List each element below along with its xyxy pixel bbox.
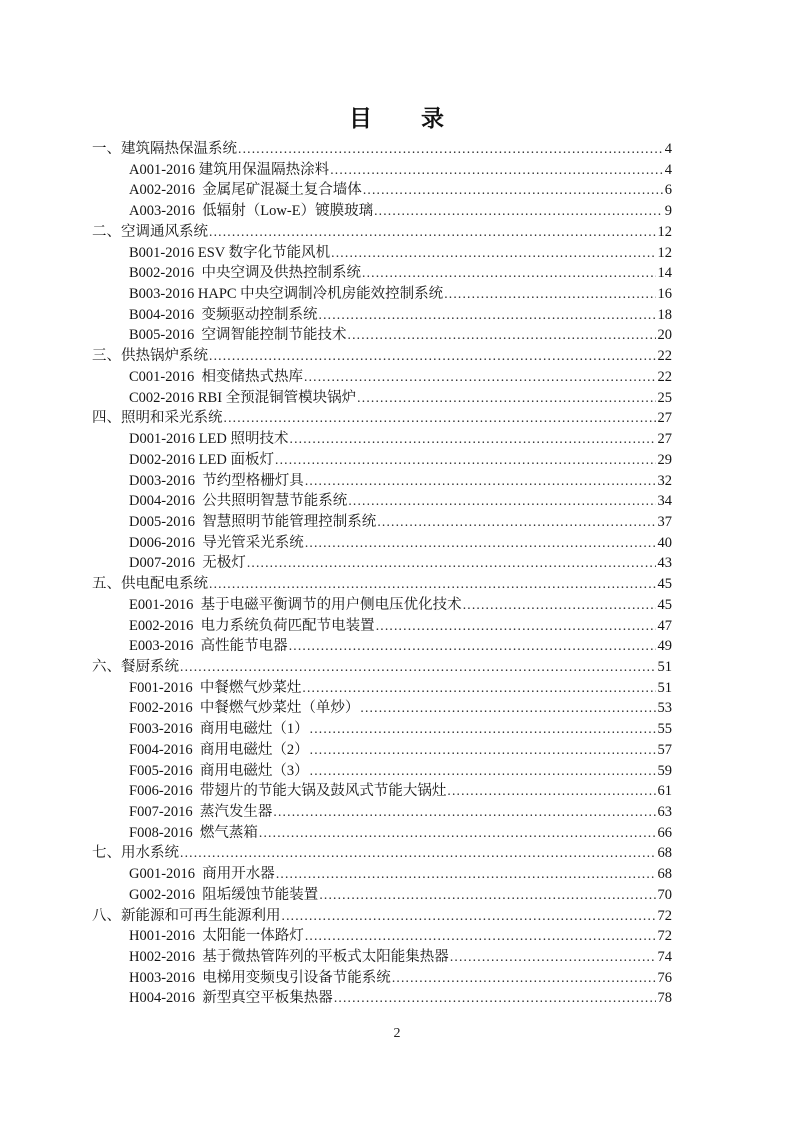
toc-leader-dots: [331, 243, 655, 264]
toc-item-row: [92, 595, 672, 616]
toc-leader-dots: [377, 512, 655, 533]
toc-item-row: [92, 388, 672, 409]
toc-entry-page: 37: [657, 513, 672, 530]
toc-entry-page: 27: [657, 410, 672, 427]
toc-entry-page: 9: [664, 203, 672, 220]
toc-entry-label: 二、空调通风系统: [92, 223, 208, 240]
toc-entry-label: D006-2016 导光管采光系统: [129, 534, 304, 551]
page-title: 目 录: [349, 106, 445, 131]
toc-leader-dots: [348, 325, 656, 346]
toc-entry-page: 32: [657, 472, 672, 489]
toc-entry-label: 五、供电配电系统: [92, 576, 208, 593]
toc-leader-dots: [273, 802, 655, 823]
toc-entry-label: G002-2016 阻垢缓蚀节能装置: [129, 886, 319, 903]
toc-entry-label: 六、餐厨系统: [92, 658, 179, 675]
toc-entry-page: 49: [657, 638, 672, 655]
toc-item-row: [92, 325, 672, 346]
toc-entry-page: 47: [657, 617, 672, 634]
toc-entry-label: E002-2016 电力系统负荷匹配节电装置: [129, 617, 375, 634]
toc-leader-dots: [276, 864, 656, 885]
toc-entry-label: B003-2016 HAPC 中央空调制冷机房能效控制系统: [129, 286, 444, 303]
toc-entry-label: G001-2016 商用开水器: [129, 866, 275, 883]
toc-entry-page: 22: [657, 348, 672, 365]
toc-entry-page: 12: [657, 244, 672, 261]
toc-leader-dots: [376, 616, 656, 637]
toc-entry-page: 34: [657, 493, 672, 510]
toc-entry-page: 72: [657, 907, 672, 924]
toc-leader-dots: [392, 968, 656, 989]
toc-entry-label: F006-2016 带翅片的节能大锅及鼓风式节能大锅灶: [129, 783, 447, 800]
toc-leader-dots: [334, 988, 656, 1009]
toc-entry-page: 16: [657, 286, 672, 303]
toc-entry-label: D003-2016 节约型格栅灯具: [129, 472, 304, 489]
toc-entry-page: 61: [657, 783, 672, 800]
toc-entry-page: 51: [657, 658, 672, 675]
toc-leader-dots: [209, 222, 656, 243]
toc-entry-page: 4: [664, 141, 672, 157]
toc-item-row: [92, 823, 672, 844]
toc-leader-dots: [302, 678, 655, 699]
toc-entry-page: 43: [657, 555, 672, 572]
toc-entry-page: 66: [657, 824, 672, 841]
toc-section-row: [92, 574, 672, 595]
toc-item-row: [92, 968, 672, 989]
toc-item-row: [92, 305, 672, 326]
toc-leader-dots: [275, 450, 656, 471]
toc-entry-label: D001-2016 LED 照明技术: [129, 431, 289, 448]
toc-entry-label: H003-2016 电梯用变频曳引设备节能系统: [129, 969, 391, 986]
toc-item-row: [92, 491, 672, 512]
toc-leader-dots: [289, 636, 656, 657]
toc-section-row: [92, 139, 672, 160]
toc-item-row: [92, 740, 672, 761]
toc-entry-page: 55: [657, 721, 672, 738]
toc-section-row: [92, 657, 672, 678]
toc-entry-page: 45: [657, 596, 672, 613]
toc-entry-page: 20: [657, 327, 672, 344]
toc-entry-page: 51: [657, 679, 672, 696]
toc-leader-dots: [180, 843, 656, 864]
toc-entry-page: 25: [657, 389, 672, 406]
toc-item-row: [92, 719, 672, 740]
toc-leader-dots: [330, 160, 663, 181]
toc-entry-label: F008-2016 燃气蒸箱: [129, 824, 258, 841]
toc-entry-page: 70: [657, 886, 672, 903]
toc-entry-label: A001-2016 建筑用保温隔热涂料: [129, 161, 330, 178]
toc-item-row: [92, 243, 672, 264]
toc-section-row: [92, 346, 672, 367]
toc-item-row: [92, 926, 672, 947]
toc-entry-label: 七、用水系统: [92, 845, 179, 862]
toc-entry-label: 三、供热锅炉系统: [92, 348, 208, 365]
toc-leader-dots: [357, 388, 655, 409]
toc-entry-page: 59: [657, 762, 672, 779]
toc-leader-dots: [447, 781, 655, 802]
toc-entry-page: 78: [657, 990, 672, 1007]
toc-leader-dots: [305, 926, 656, 947]
toc-leader-dots: [224, 408, 656, 429]
toc-item-row: [92, 885, 672, 906]
toc-leader-dots: [450, 947, 656, 968]
toc-leader-dots: [209, 346, 656, 367]
toc-entry-page: 45: [657, 576, 672, 593]
toc-leader-dots: [444, 284, 655, 305]
toc-entry-label: D005-2016 智慧照明节能管理控制系统: [129, 513, 377, 530]
toc-leader-dots: [305, 533, 656, 554]
toc-item-row: [92, 781, 672, 802]
toc-entry-label: F004-2016 商用电磁灶（2）: [129, 741, 309, 758]
toc-item-row: [92, 367, 672, 388]
toc-entry-page: 18: [657, 306, 672, 323]
toc-leader-dots: [360, 698, 655, 719]
toc-entry-page: 68: [657, 845, 672, 862]
toc-item-row: [92, 802, 672, 823]
toc-leader-dots: [304, 367, 656, 388]
toc-item-row: [92, 553, 672, 574]
toc-entry-label: B004-2016 变频驱动控制系统: [129, 306, 318, 323]
toc-section-row: [92, 408, 672, 429]
toc-entry-page: 29: [657, 451, 672, 468]
toc-entry-label: A002-2016 金属尾矿混凝土复合墙体: [129, 182, 362, 199]
toc-leader-dots: [363, 180, 663, 201]
toc-leader-dots: [180, 657, 656, 678]
toc-entry-page: 22: [657, 368, 672, 385]
toc-entry-label: B002-2016 中央空调及供热控制系统: [129, 265, 361, 282]
toc-entry-label: H004-2016 新型真空平板集热器: [129, 990, 333, 1007]
toc-leader-dots: [463, 595, 656, 616]
toc-section-row: [92, 906, 672, 927]
toc-item-row: [92, 864, 672, 885]
toc-entry-label: A003-2016 低辐射（Low-E）镀膜玻璃: [129, 203, 374, 220]
toc-entry-page: 4: [664, 161, 672, 178]
toc-entry-page: 27: [657, 431, 672, 448]
toc-item-row: [92, 678, 672, 699]
toc-entry-page: 6: [664, 182, 672, 199]
toc-item-row: [92, 450, 672, 471]
toc-entry-label: H002-2016 基于微热管阵列的平板式太阳能集热器: [129, 949, 449, 966]
toc-entry-label: C002-2016 RBI 全预混铜管模块锅炉: [129, 389, 357, 406]
toc-item-row: [92, 698, 672, 719]
toc-leader-dots: [310, 740, 656, 761]
toc-entry-label: F007-2016 蒸汽发生器: [129, 804, 273, 820]
toc-entry-page: 12: [657, 223, 672, 240]
toc-entry-page: 74: [657, 949, 672, 966]
toc-leader-dots: [209, 574, 656, 595]
toc-entry-page: 68: [657, 866, 672, 883]
toc-item-row: [92, 616, 672, 637]
toc-item-row: [92, 429, 672, 450]
toc-item-row: [92, 201, 672, 222]
toc-item-row: [92, 636, 672, 657]
toc-entry-label: F002-2016 中餐燃气炒菜灶（单炒）: [129, 700, 360, 717]
toc-entry-label: C001-2016 相变储热式热库: [129, 368, 303, 385]
toc-item-row: [92, 947, 672, 968]
toc-leader-dots: [290, 429, 656, 450]
toc-leader-dots: [259, 823, 656, 844]
toc-item-row: [92, 988, 672, 1009]
toc-leader-dots: [348, 491, 655, 512]
toc-entry-label: 一、建筑隔热保温系统: [92, 141, 237, 157]
toc-leader-dots: [362, 263, 656, 284]
toc-item-row: [92, 761, 672, 782]
toc-entry-label: B005-2016 空调智能控制节能技术: [129, 327, 347, 344]
toc-entry-label: B001-2016 ESV 数字化节能风机: [129, 244, 331, 261]
toc-entry-label: F003-2016 商用电磁灶（1）: [129, 721, 309, 738]
toc-leader-dots: [282, 906, 656, 927]
toc-entry-label: 八、新能源和可再生能源利用: [92, 907, 281, 924]
toc-leader-dots: [310, 761, 656, 782]
toc-section-row: [92, 843, 672, 864]
toc-entry-page: 57: [657, 741, 672, 758]
toc-entry-label: F005-2016 商用电磁灶（3）: [129, 762, 309, 779]
toc-leader-dots: [374, 201, 663, 222]
toc-leader-dots: [319, 305, 656, 326]
toc-entry-label: H001-2016 太阳能一体路灯: [129, 928, 304, 945]
toc-entry-page: 76: [657, 969, 672, 986]
toc-entry-label: F001-2016 中餐燃气炒菜灶: [129, 679, 302, 696]
page-number: 2: [393, 1026, 401, 1041]
toc-entry-label: E001-2016 基于电磁平衡调节的用户侧电压优化技术: [129, 596, 462, 613]
toc-leader-dots: [319, 885, 655, 906]
toc-item-row: [92, 180, 672, 201]
toc-entry-label: D002-2016 LED 面板灯: [129, 451, 274, 468]
toc-item-row: [92, 533, 672, 554]
toc: [92, 139, 672, 1009]
toc-section-row: [92, 222, 672, 243]
toc-item-row: [92, 160, 672, 181]
toc-item-row: [92, 284, 672, 305]
toc-entry-page: 53: [657, 700, 672, 717]
toc-entry-label: 四、照明和采光系统: [92, 410, 223, 427]
toc-entry-label: E003-2016 高性能节电器: [129, 638, 288, 655]
toc-leader-dots: [247, 553, 656, 574]
toc-leader-dots: [238, 139, 663, 160]
toc-entry-page: 63: [657, 804, 672, 820]
toc-entry-page: 14: [657, 265, 672, 282]
toc-leader-dots: [305, 471, 656, 492]
toc-entry-page: 72: [657, 928, 672, 945]
toc-item-row: [92, 263, 672, 284]
toc-entry-label: D007-2016 无极灯: [129, 555, 246, 572]
toc-entry-page: 40: [657, 534, 672, 551]
toc-leader-dots: [310, 719, 656, 740]
toc-item-row: [92, 471, 672, 492]
toc-item-row: [92, 512, 672, 533]
toc-entry-label: D004-2016 公共照明智慧节能系统: [129, 493, 348, 510]
